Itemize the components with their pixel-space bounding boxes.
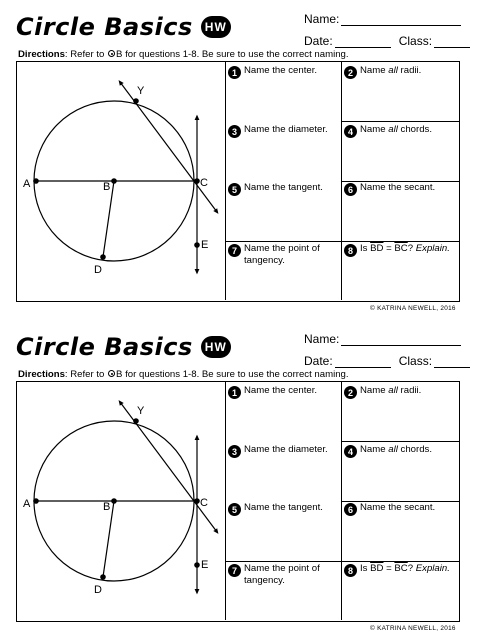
copyright: © KATRINA NEWELL, 2016 [370, 625, 456, 632]
directions-circle: B [116, 369, 123, 380]
title-text: Circle Basics [16, 13, 193, 41]
segment-bc: $\overline{BC}$ [394, 243, 408, 254]
directions [18, 49, 349, 60]
directions-post: for questions 1-8. Be sure to use the correct naming. [122, 369, 349, 380]
directions-circle: B [116, 49, 123, 60]
question-number-1: 1 [228, 66, 241, 79]
question-2[interactable] [344, 385, 456, 399]
q8-mid: ? [407, 243, 416, 254]
circle-dot-icon [108, 370, 115, 377]
point-c [194, 498, 200, 504]
circle-diagram [17, 382, 223, 620]
point-b [111, 498, 117, 504]
question-number-7: 7 [228, 244, 241, 257]
point-a [33, 178, 39, 184]
circle-diagram [17, 62, 223, 300]
q8-emphasis: Explain. [415, 243, 450, 254]
question-text-5: Name the tangent. [244, 502, 323, 513]
name-label: Name: [304, 12, 340, 26]
question-text-6: Name the secant. [360, 182, 436, 193]
hw-badge: HW [201, 16, 231, 38]
question-3[interactable] [228, 124, 340, 138]
directions-pre: : Refer to [64, 49, 108, 60]
date-blank[interactable] [335, 356, 391, 368]
question-3[interactable] [228, 444, 340, 458]
question-text-1: Name the center. [244, 65, 318, 76]
worksheet-frame [16, 61, 460, 302]
question-7[interactable] [228, 243, 340, 267]
point-d [100, 254, 106, 260]
question-number-4: 4 [344, 125, 357, 138]
q4-emphasis: all [388, 124, 398, 135]
question-5[interactable] [228, 182, 340, 196]
question-text-3: Name the diameter. [244, 124, 328, 135]
name-blank[interactable] [341, 14, 461, 26]
question-number-7: 7 [228, 564, 241, 577]
question-text-7: Name the point of tangency. [244, 563, 320, 586]
point-y [133, 98, 139, 104]
label-d: D [94, 264, 102, 276]
question-text-7: Name the point of tangency. [244, 243, 320, 266]
name-blank[interactable] [341, 334, 461, 346]
question-number-4: 4 [344, 445, 357, 458]
worksheet-title [16, 330, 231, 364]
q4-emphasis: all [388, 444, 398, 455]
question-2[interactable] [344, 65, 456, 79]
question-text-8 [360, 243, 450, 255]
date-label: Date: [304, 354, 333, 368]
class-blank[interactable] [434, 36, 470, 48]
name-field[interactable] [304, 12, 461, 26]
label-b: B [103, 501, 111, 513]
question-text-4 [360, 444, 432, 456]
point-e [194, 562, 200, 568]
directions-label: Directions [18, 369, 65, 380]
worksheet-2 [0, 320, 480, 640]
point-e [194, 242, 200, 248]
row-divider-1 [341, 121, 459, 122]
name-label: Name: [304, 332, 340, 346]
label-y: Y [137, 405, 145, 417]
q2-post: radii. [397, 385, 422, 396]
question-1[interactable] [228, 65, 340, 79]
point-y [133, 418, 139, 424]
label-b: B [103, 181, 111, 193]
label-c: C [200, 177, 208, 189]
worksheet-frame [16, 381, 460, 622]
column-divider-left [225, 62, 226, 300]
class-blank[interactable] [434, 356, 470, 368]
q4-pre: Name [360, 124, 389, 135]
question-6[interactable] [344, 182, 456, 196]
directions-pre: : Refer to [64, 369, 108, 380]
segment-bc: $\overline{BC}$ [394, 563, 408, 574]
question-8[interactable] [344, 243, 456, 257]
question-8[interactable] [344, 563, 456, 577]
title-text: Circle Basics [16, 333, 193, 361]
q8-mid: ? [407, 563, 416, 574]
q2-post: radii. [397, 65, 422, 76]
q8-pre: Is [360, 243, 371, 254]
label-a: A [23, 498, 31, 510]
directions-label: Directions [18, 49, 65, 60]
label-c: C [200, 497, 208, 509]
row-divider-3 [225, 241, 459, 242]
hw-badge: HW [201, 336, 231, 358]
label-a: A [23, 178, 31, 190]
q8-pre: Is [360, 563, 371, 574]
question-7[interactable] [228, 563, 340, 587]
question-number-3: 3 [228, 125, 241, 138]
question-number-5: 5 [228, 183, 241, 196]
question-6[interactable] [344, 502, 456, 516]
point-d [100, 574, 106, 580]
question-5[interactable] [228, 502, 340, 516]
label-e: E [201, 559, 209, 571]
question-text-4 [360, 124, 432, 136]
name-field[interactable] [304, 332, 461, 346]
question-number-8: 8 [344, 564, 357, 577]
segment-bd: $\overline{BD}$ [370, 563, 384, 574]
row-divider-3 [225, 561, 459, 562]
q4-post: chords. [397, 124, 433, 135]
question-number-6: 6 [344, 183, 357, 196]
row-divider-1 [341, 441, 459, 442]
point-a [33, 498, 39, 504]
q2-emphasis: all [388, 385, 398, 396]
class-label: Class: [398, 34, 433, 48]
worksheet-title [16, 10, 231, 44]
question-number-1: 1 [228, 386, 241, 399]
q2-emphasis: all [388, 65, 398, 76]
date-class-fields [304, 34, 470, 48]
question-number-3: 3 [228, 445, 241, 458]
point-c [194, 178, 200, 184]
question-number-2: 2 [344, 66, 357, 79]
question-1[interactable] [228, 385, 340, 399]
question-text-6: Name the secant. [360, 502, 436, 513]
q4-pre: Name [360, 444, 389, 455]
q2-pre: Name [360, 65, 389, 76]
circle-dot-icon [108, 50, 115, 57]
question-number-6: 6 [344, 503, 357, 516]
question-text-3: Name the diameter. [244, 444, 328, 455]
point-b [111, 178, 117, 184]
date-blank[interactable] [335, 36, 391, 48]
date-class-fields [304, 354, 470, 368]
date-label: Date: [304, 34, 333, 48]
question-text-8 [360, 563, 450, 575]
q2-pre: Name [360, 385, 389, 396]
label-d: D [94, 584, 102, 596]
directions [18, 369, 349, 380]
copyright: © KATRINA NEWELL, 2016 [370, 305, 456, 312]
question-number-2: 2 [344, 386, 357, 399]
segment-bd: $\overline{BD}$ [370, 243, 384, 254]
question-number-8: 8 [344, 244, 357, 257]
question-4[interactable] [344, 124, 456, 138]
question-number-5: 5 [228, 503, 241, 516]
question-text-5: Name the tangent. [244, 182, 323, 193]
q4-post: chords. [397, 444, 433, 455]
q8-equals: = [383, 563, 395, 574]
label-y: Y [137, 85, 145, 97]
label-e: E [201, 239, 209, 251]
class-label: Class: [398, 354, 433, 368]
q8-equals: = [383, 243, 395, 254]
q8-emphasis: Explain. [415, 563, 450, 574]
question-text-2 [360, 65, 421, 77]
question-text-2 [360, 385, 421, 397]
directions-post: for questions 1-8. Be sure to use the correct naming. [122, 49, 349, 60]
column-divider-left [225, 382, 226, 620]
question-text-1: Name the center. [244, 385, 318, 396]
question-4[interactable] [344, 444, 456, 458]
